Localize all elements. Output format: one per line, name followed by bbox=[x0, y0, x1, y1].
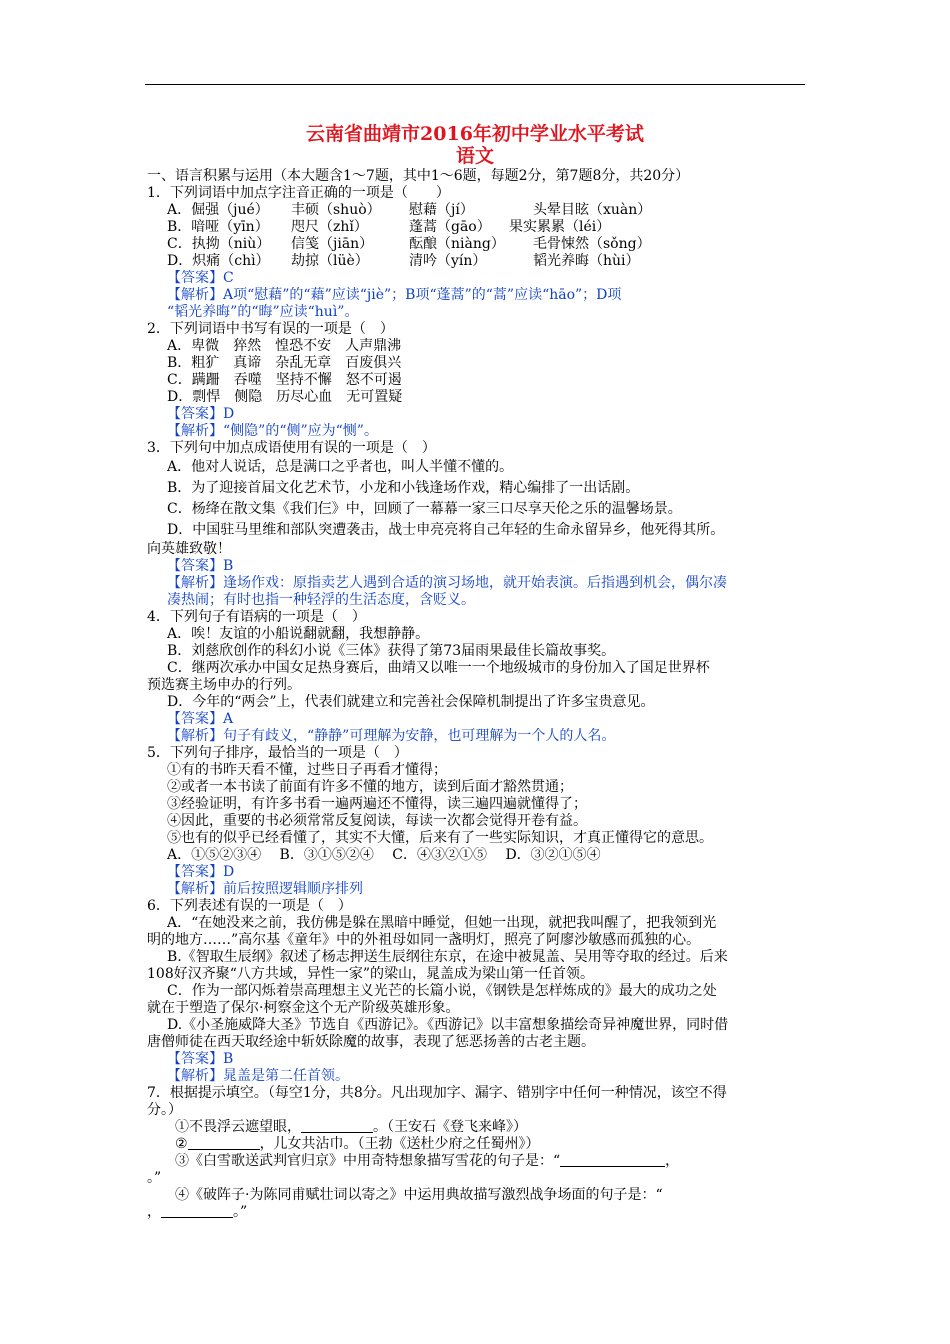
q6-line-2: 明的地方……”高尔基《童年》中的外祖母如同一盏明灯，照亮了阿廖沙敏感而孤独的心。 bbox=[147, 932, 701, 948]
q7-blank-4b[interactable] bbox=[161, 1204, 233, 1218]
q1-b-3: 蓬蒿（gāo） bbox=[409, 219, 491, 235]
q1-a-2: 丰硕（shuò） bbox=[291, 202, 381, 218]
q6-analysis: 【解析】晁盖是第二任首领。 bbox=[167, 1068, 349, 1084]
q5-item-5: ⑤也有的似乎已经看懂了，其实不大懂，后来有了一些实际知识，才真正懂得它的意思。 bbox=[167, 830, 713, 846]
q3-option-d-cont: 向英雄致敬！ bbox=[147, 541, 231, 557]
header-rule bbox=[145, 84, 805, 85]
q7-item-4-text: ④《破阵子·为陈同甫赋壮词以寄之》中运用典故描写激烈战争场面的句子是：“ bbox=[175, 1187, 663, 1203]
q7-item-4 bbox=[147, 1187, 812, 1204]
q1-c-3: 酝酿（niàng） bbox=[409, 236, 505, 252]
q7-item-4-cont bbox=[147, 1204, 812, 1221]
q7-item-1 bbox=[147, 1119, 812, 1136]
q5-item-3: ③经验证明，有许多书看一遍两遍还不懂得，读三遍四遍就懂得了； bbox=[167, 796, 587, 812]
q5-answer: 【答案】D bbox=[167, 864, 235, 880]
q3-stem: 3．下列句中加点成语使用有误的一项是（ ） bbox=[147, 440, 436, 456]
q2-analysis: 【解析】“侧隐”的“侧”应为“恻”。 bbox=[167, 423, 378, 439]
q4-option-b: B．刘慈欣创作的科幻小说《三体》获得了第73届雨果最佳长篇故事奖。 bbox=[167, 643, 616, 659]
q1-d-2: 劫掠（lüè） bbox=[291, 253, 369, 269]
q1-option-c bbox=[147, 236, 812, 253]
q6-line-6: 就在于塑造了保尔·柯察金这个无产阶级英雄形象。 bbox=[147, 1000, 460, 1016]
q5-item-1: ①有的书昨天看不懂，过些日子再看才懂得； bbox=[167, 762, 447, 778]
q3-option-b: B．为了迎接首届文化艺术节，小龙和小钱逢场作戏，精心编排了一出话剧。 bbox=[167, 480, 640, 496]
q7-blank-1[interactable] bbox=[301, 1119, 373, 1133]
subject-title: 语文 bbox=[455, 145, 494, 167]
q6-answer: 【答案】B bbox=[167, 1051, 234, 1067]
q5-stem: 5．下列句子排序，最恰当的一项是（ ） bbox=[147, 745, 408, 761]
q1-option-d bbox=[147, 253, 812, 270]
q3-analysis-2: 凑热闹；有时也指一种轻浮的生活态度，含贬义。 bbox=[167, 592, 475, 608]
q7-blank-2[interactable] bbox=[188, 1136, 260, 1150]
q7-stem-1: 7．根据提示填空。（每空1分，共8分。凡出现加字、漏字、错别字中任何一种情况，该空不得 bbox=[147, 1085, 727, 1101]
q6-line-5: C．作为一部闪烁着崇高理想主义光芒的长篇小说，《钢铁是怎样炼成的》最大的成功之处 bbox=[167, 983, 717, 999]
exam-title: 云南省曲靖市2016年初中学业水平考试 bbox=[306, 123, 644, 145]
q1-d-1: D．炽痛（chì） bbox=[167, 253, 270, 269]
q4-analysis: 【解析】句子有歧义，“静静”可理解为安静，也可理解为一个人的人名。 bbox=[167, 728, 616, 744]
q4-option-c: C．继两次承办中国女足热身赛后，曲靖又以唯一一个地级城市的身份加入了国足世界杯 bbox=[167, 660, 710, 676]
q6-line-8: 唐僧师徒在西天取经途中斩妖除魔的故事，表现了惩恶扬善的古老主题。 bbox=[147, 1034, 595, 1050]
q1-b-4: 果实累累（léi） bbox=[509, 219, 611, 235]
q7-item-1-text: ①不畏浮云遮望眼， bbox=[175, 1119, 301, 1135]
q1-b-1: B．喑哑（yīn） bbox=[167, 219, 269, 235]
q1-option-a bbox=[147, 202, 812, 219]
q7-item-3-end: 。” bbox=[147, 1170, 162, 1186]
q1-b-2: 咫尺（zhǐ） bbox=[291, 219, 368, 235]
q1-c-2: 信笺（jiān） bbox=[291, 236, 374, 252]
q4-option-a: A．唉！友谊的小船说翻就翻，我想静静。 bbox=[167, 626, 430, 642]
q2-option-b: B．粗犷 真谛 杂乱无章 百废俱兴 bbox=[167, 355, 402, 371]
section-heading: 一、语言积累与运用（本大题含1～7题，其中1～6题，每题2分，第7题8分，共20分） bbox=[147, 168, 690, 184]
q3-analysis-1: 【解析】逢场作戏：原指卖艺人遇到合适的演习场地，就开始表演。后指遇到机会，偶尔凑 bbox=[167, 575, 727, 591]
q5-analysis: 【解析】前后按照逻辑顺序排列 bbox=[167, 881, 363, 897]
q7-item-3 bbox=[147, 1153, 812, 1170]
q4-option-c-cont: 预选赛主场申办的行列。 bbox=[147, 677, 301, 693]
q7-item-1-source: 。（王安石《登飞来峰》） bbox=[373, 1119, 527, 1135]
q2-answer: 【答案】D bbox=[167, 406, 235, 422]
q1-option-b bbox=[147, 219, 812, 236]
q7-item-3-comma: ， bbox=[665, 1153, 680, 1169]
q6-line-3: B.《智取生辰纲》叙述了杨志押送生辰纲往东京，在途中被晁盖、吴用等夺取的经过。后来 bbox=[167, 949, 728, 965]
q1-analysis-1: 【解析】A项“慰藉”的“藉”应读“jiè”；B项“蓬蒿”的“蒿”应读“hāo”；D项 bbox=[167, 287, 622, 303]
q1-answer: 【答案】C bbox=[167, 270, 234, 286]
q7-item-3-cont bbox=[147, 1170, 812, 1187]
q3-answer: 【答案】B bbox=[167, 558, 234, 574]
q6-line-4: 108好汉齐聚“八方共域，异性一家”的梁山，晁盖成为梁山第一任首领。 bbox=[147, 966, 595, 982]
q4-stem: 4．下列句子有语病的一项是（ ） bbox=[147, 609, 366, 625]
q1-d-4: 韬光养晦（hùi） bbox=[533, 253, 640, 269]
exam-content bbox=[147, 168, 812, 1221]
q7-item-3-text: ③《白雪歌送武判官归京》中用奇特想象描写雪花的句子是：“ bbox=[175, 1153, 561, 1169]
q7-item-4-comma: ， bbox=[147, 1204, 161, 1220]
q7-blank-3a[interactable] bbox=[560, 1153, 665, 1167]
q1-c-1: C．执拗（niù） bbox=[167, 236, 271, 252]
q7-stem-2: 分。） bbox=[147, 1102, 182, 1118]
q5-choices: A．①⑤②③④ B．③①⑤②④ C．④③②①⑤ D．③②①⑤④ bbox=[167, 847, 601, 863]
q1-a-4: 头晕目眩（xuàn） bbox=[533, 202, 652, 218]
q2-option-d: D．剽悍 侧隐 历尽心血 无可置疑 bbox=[167, 389, 403, 405]
q6-line-1: A．“在她没来之前，我仿佛是躲在黑暗中睡觉，但她一出现，就把我叫醒了，把我领到光 bbox=[167, 915, 717, 931]
q7-item-4-end: 。” bbox=[233, 1204, 248, 1220]
q2-option-a: A．卑微 猝然 惶恐不安 人声鼎沸 bbox=[167, 338, 402, 354]
q1-c-4: 毛骨悚然（sǒng） bbox=[533, 236, 651, 252]
q5-item-4: ④因此，重要的书必须常常反复阅读，每读一次都会觉得开卷有益。 bbox=[167, 813, 587, 829]
q1-d-3: 清吟（yín） bbox=[409, 253, 487, 269]
q2-stem: 2．下列词语中书写有误的一项是（ ） bbox=[147, 321, 394, 337]
q1-analysis-2: “韬光养晦”的“晦”应读“huì”。 bbox=[167, 304, 359, 320]
q7-item-2-num: ② bbox=[175, 1136, 188, 1152]
q3-option-a: A．他对人说话，总是满口之乎者也，叫人半懂不懂的。 bbox=[167, 459, 514, 475]
q1-a-1: A．倔强（jué） bbox=[167, 202, 269, 218]
q3-option-d: D．中国驻马里维和部队突遭袭击，战士申亮亮将自己年轻的生命永留异乡，他死得其所。 bbox=[167, 522, 725, 538]
q5-item-2: ②或者一本书读了前面有许多不懂的地方，读到后面才豁然贯通； bbox=[167, 779, 573, 795]
q6-stem: 6．下列表述有误的一项是（ ） bbox=[147, 898, 352, 914]
q2-option-c: C．蹒跚 吞噬 坚持不懈 怒不可遏 bbox=[167, 372, 402, 388]
q4-option-d: D．今年的“两会”上，代表们就建立和完善社会保障机制提出了许多宝贵意见。 bbox=[167, 694, 655, 710]
q1-stem: 1．下列词语中加点字注音正确的一项是（ ） bbox=[147, 185, 450, 201]
q7-item-2 bbox=[147, 1136, 812, 1153]
q1-a-3: 慰藉（jí） bbox=[409, 202, 474, 218]
q4-answer: 【答案】A bbox=[167, 711, 234, 727]
q3-option-c: C．杨绛在散文集《我们仨》中，回顾了一幕幕一家三口尽享天伦之乐的温馨场景。 bbox=[167, 501, 682, 517]
q6-line-7: D.《小圣施威降大圣》节选自《西游记》。《西游记》以丰富想象描绘奇异神魔世界，同时借 bbox=[167, 1017, 729, 1033]
q7-item-2-text: ，儿女共沾巾。（王勃《送杜少府之任蜀州》） bbox=[259, 1136, 540, 1152]
